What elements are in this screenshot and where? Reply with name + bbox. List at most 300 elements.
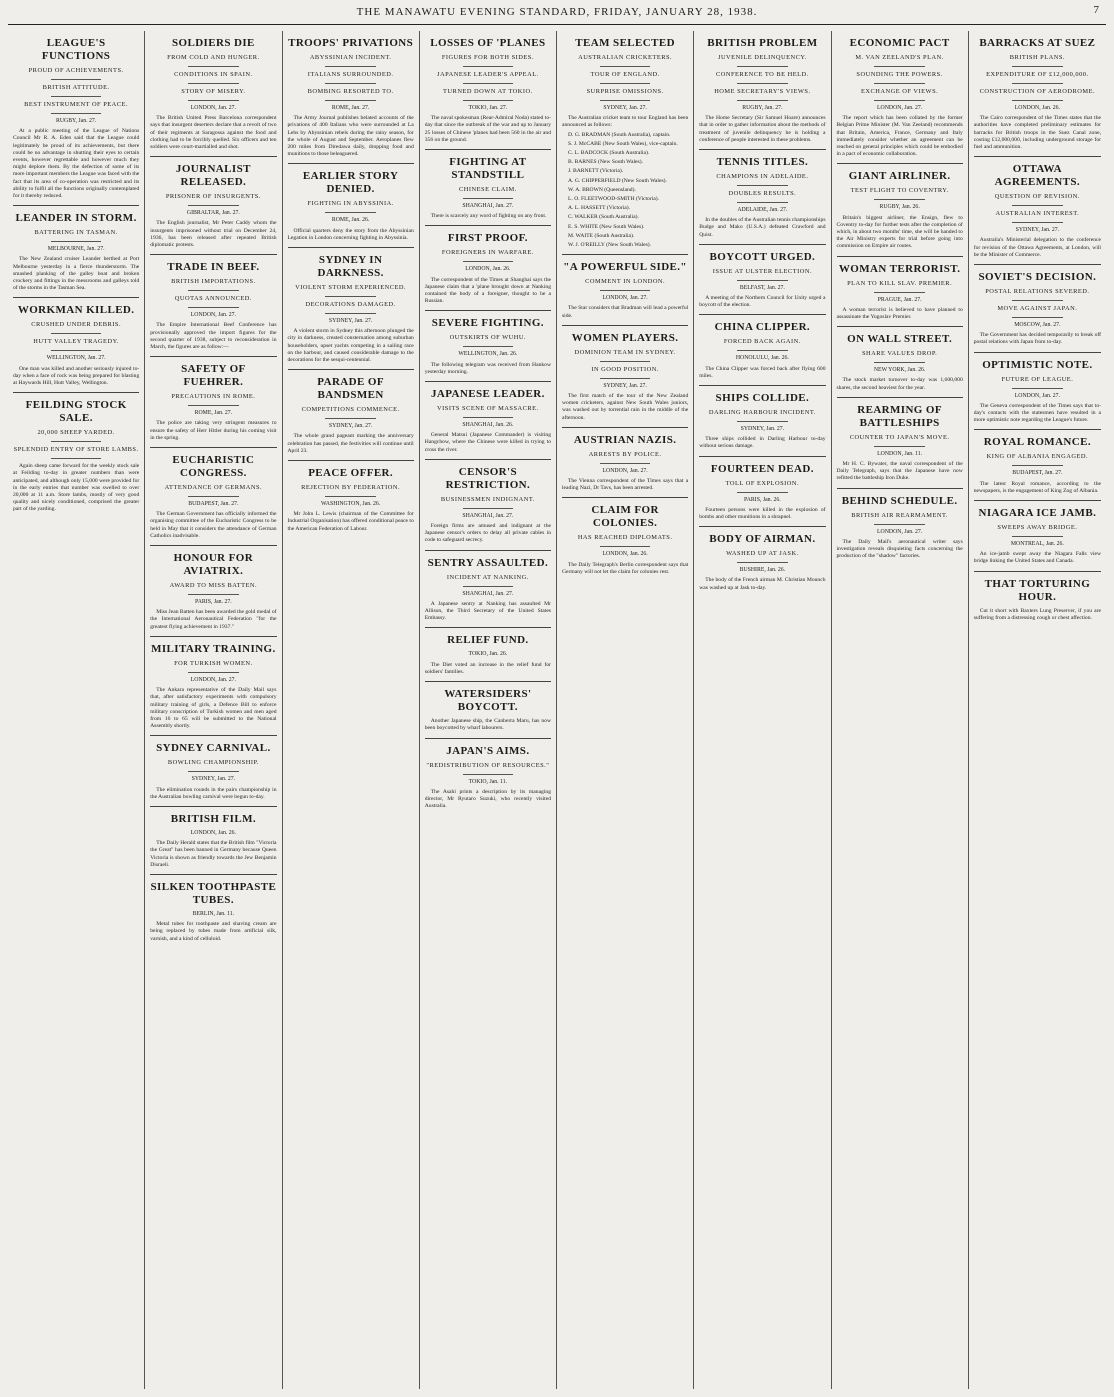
story-divider: [974, 264, 1101, 265]
story-dateline: ROME, Jan. 26.: [331, 217, 370, 224]
story-divider: [699, 456, 825, 457]
story-dateline: LONDON, Jan. 27.: [190, 312, 236, 319]
story-headline: BEHIND SCHEDULE.: [841, 494, 958, 507]
story-dateline: MELBOURNE, Jan. 27.: [47, 246, 105, 253]
story-subheading: BRITISH PLANS.: [1009, 54, 1066, 61]
heading-rule: [600, 83, 651, 84]
story-body: [150, 687, 276, 730]
story-subheading: SURPRISE OMISSIONS.: [586, 88, 664, 95]
heading-rule: [737, 66, 788, 67]
story-body: [974, 115, 1101, 151]
story-headline: EUCHARISTIC CONGRESS.: [172, 454, 255, 480]
story-paragraph: The naval spokesman (Rear-Admiral Noda) stated to-day that since the outbreak of the war and up to January 25 losses of Chinese 'planes had been 560 in the air and 356 on the ground.: [424, 115, 551, 143]
heading-rule: [1012, 222, 1063, 223]
story-body: [425, 718, 551, 732]
story-dateline: SYDNEY, Jan. 27.: [603, 105, 647, 111]
story-divider: [699, 244, 825, 245]
story-body: [974, 551, 1101, 565]
story-body: [562, 562, 688, 576]
heading-rule: [874, 66, 925, 67]
story-divider: [150, 447, 276, 448]
news-story: [13, 399, 139, 513]
news-story: [288, 376, 414, 455]
news-column: [145, 31, 282, 1389]
story-headline: LEANDER IN STORM.: [15, 212, 137, 225]
story-subheading: REJECTION BY FEDERATION.: [301, 484, 401, 492]
story-headline: WATERSIDERS' BOYCOTT.: [444, 688, 532, 714]
story-body: [837, 377, 963, 391]
heading-rule: [874, 362, 925, 363]
story-body: [837, 539, 963, 561]
heading-rule: [463, 774, 514, 775]
heading-rule: [325, 83, 376, 84]
story-subheading: COMMENT IN LONDON.: [585, 278, 666, 286]
news-story: [150, 454, 276, 540]
story-divider: [562, 427, 688, 428]
story-headline: SOVIET'S DECISION.: [978, 271, 1097, 284]
story-dateline: BUDAPEST, Jan. 27.: [188, 501, 239, 508]
news-story: [150, 552, 276, 631]
story-body: [974, 608, 1101, 622]
story-subheading: ARRESTS BY POLICE.: [588, 450, 662, 458]
story-divider: [837, 256, 963, 257]
story-paragraph: General Matsui (Japanese Commander) is visiting Hangchow, where the Chinese were killed in trying to cross the river.: [424, 432, 551, 453]
story-paragraph: The whole grand pageant marking the anniversary celebration has passed, the festivities will continue until April 23.: [287, 433, 414, 454]
story-subheading: BRITISH AIR REARMAMENT.: [851, 511, 949, 519]
story-subheading: CHAMPIONS IN ADELAIDE.: [716, 173, 809, 181]
news-story: [150, 261, 276, 351]
story-body: [425, 362, 551, 376]
story-paragraph: The Army Journal publishes belated accounts of the privations of 400 Italians who were surrounded at La Lebs by Abyssinian rebels during the rainy season, for the whole of August and September. Aeroplanes flew 200 miles from Diredawa daily, dropping food and munitions to those beleaguered.: [287, 115, 414, 158]
story-headline: AUSTRIAN NAZIS.: [573, 433, 677, 446]
story-headline: SOLDIERS DIE: [172, 37, 255, 49]
story-body: [13, 256, 139, 292]
news-story: [150, 881, 276, 943]
story-paragraph: A violent storm in Sydney this afternoon plunged the city in darkness, created consternation among suburban householders, upset yachts competing in a sailing race on the harbour, and caused considerable damage to the decorations for the sesqui-centennial.: [287, 328, 414, 364]
story-divider: [13, 205, 139, 206]
story-subheading: CONDITIONS IN SPAIN.: [174, 71, 253, 78]
story-paragraph: Australia's Ministerial delegation to the conference for revision of the Ottawa Agreements, at London, will be the Minister of Commerce.: [973, 237, 1101, 258]
news-column: [969, 31, 1106, 1389]
story-paragraph: A meeting of the Northern Council for Unity urged a boycott of the election.: [699, 295, 826, 309]
story-subheading: 20,000 SHEEP YARDED.: [37, 429, 115, 437]
heading-rule: [600, 378, 651, 379]
heading-rule: [463, 261, 514, 262]
story-dateline: SYDNEY, Jan. 27.: [191, 776, 236, 783]
news-column: [832, 31, 969, 1389]
heading-rule: [600, 546, 651, 547]
news-story: [699, 533, 825, 592]
story-paragraph: The following telegram was received from Hankow yesterday morning.: [424, 361, 551, 375]
story-body: [150, 511, 276, 540]
story-paragraph: W. J. O'REILLY (New South Wales).: [568, 242, 652, 249]
story-headline: FIRST PROOF.: [447, 232, 528, 245]
story-subheading: M. VAN ZEELAND'S PLAN.: [855, 54, 944, 61]
story-headline: SILKEN TOOTHPASTE TUBES.: [150, 880, 277, 906]
story-body: [13, 128, 139, 200]
story-subheading: BUSINESSMEN INDIGNANT.: [440, 495, 535, 503]
news-story: [150, 742, 276, 801]
heading-rule: [325, 296, 376, 297]
story-paragraph: The Ankara representative of the Daily Mail says that, after satisfactory experiments with compulsory military training of girls, a Defence Bill to enforce military conscription of Turkish women and men aged from 16 to 65 will be submitted to the National Assembly shortly.: [150, 687, 277, 730]
story-dateline: BERLIN, Jan. 11.: [192, 910, 235, 917]
story-paragraph: E. S. WHITE (New South Wales).: [568, 223, 645, 230]
story-body: [562, 393, 688, 422]
story-headline: TEAM SELECTED: [575, 37, 675, 49]
story-subheading: SWEEPS AWAY BRIDGE.: [997, 524, 1078, 532]
story-body: [13, 463, 139, 513]
story-paragraph: A Japanese sentry at Nanking has assaulted Mr Allison, the Third Secretary of the United States Embassy.: [424, 600, 551, 622]
story-subheading: EXPENDITURE OF £12,000,000.: [986, 71, 1089, 78]
story-subheading: ITALIANS SURROUNDED.: [307, 71, 394, 78]
story-body: [150, 322, 276, 351]
story-divider: [562, 497, 688, 498]
heading-rule: [325, 100, 376, 101]
story-divider: [562, 254, 688, 255]
story-headline: PEACE OFFER.: [308, 467, 394, 480]
story-dateline: SHANGHAI, Jan. 27.: [462, 203, 514, 210]
heading-rule: [1012, 100, 1063, 101]
story-dateline: GIBRALTAR, Jan. 27.: [186, 210, 240, 217]
heading-rule: [188, 771, 239, 772]
story-dateline: RUGBY, Jan. 27.: [742, 105, 783, 111]
heading-rule: [325, 313, 376, 314]
story-dateline: TOKIO, Jan. 26.: [468, 651, 508, 658]
story-subheading: TURNED DOWN AT TOKIO.: [443, 88, 533, 95]
story-subheading: AUSTRALIAN INTEREST.: [995, 210, 1080, 218]
story-paragraph: The English journalist, Mr Peter Caddy whom the insurgents imprisoned without trial on December 24, 1936, has been released after repeated British diplomatic protests.: [150, 220, 277, 249]
story-paragraph: The Empire International Beef Conference has provisionally approved the import figures for the second quarter of 1938, subject to reconsideration in March, the figures are as follow:—: [150, 322, 277, 351]
story-subheading: BOWLING CHAMPIONSHIP.: [167, 759, 259, 767]
story-dateline: WASHINGTON, Jan. 26.: [320, 501, 381, 508]
heading-rule: [600, 100, 651, 101]
story-body: [837, 461, 963, 483]
story-subheading: "REDISTRIBUTION OF RESOURCES.": [426, 761, 550, 769]
story-subheading: INCIDENT AT NANKING.: [446, 573, 529, 581]
story-body: [837, 115, 963, 158]
story-body: [288, 511, 414, 533]
story-divider: [837, 163, 963, 164]
heading-rule: [51, 458, 102, 459]
story-paragraph: D. G. BRADMAN (South Australia), captain.: [568, 131, 671, 138]
heading-rule: [1012, 300, 1063, 301]
story-body: [288, 115, 414, 158]
heading-rule: [188, 100, 239, 101]
story-paragraph: The elimination rounds in the pairs championship in the Australian bowling carnival were begun to-day.: [150, 786, 277, 800]
story-paragraph: Miss Jean Batten has been awarded the gold medal of the International Aeronautical Federation "for the greatest flying achievement in 1937.": [150, 609, 277, 630]
story-dateline: SYDNEY, Jan. 27.: [328, 318, 373, 325]
story-headline: BOYCOTT URGED.: [709, 250, 816, 263]
story-dateline: LONDON, Jan. 27.: [602, 467, 648, 474]
story-paragraph: One man was killed and another seriously injured to-day when a face of rock was being prepared for blasting at Haywards Hill, Hutt Valley, Wellington.: [13, 365, 140, 387]
story-subheading: JUVENILE DELINQUENCY.: [717, 54, 807, 61]
story-body: [425, 115, 551, 144]
story-subheading: CONFERENCE TO BE HELD.: [715, 71, 809, 78]
page-number: 7: [1093, 4, 1100, 16]
news-story: [562, 37, 688, 249]
heading-rule: [737, 185, 788, 186]
story-headline: REARMING OF BATTLESHIPS: [857, 403, 942, 429]
heading-rule: [325, 212, 376, 213]
story-divider: [699, 385, 825, 386]
story-paragraph: The body of the French airman M. Christian Mounch was washed up at Jask to-day.: [699, 577, 826, 591]
news-story: [13, 212, 139, 292]
story-headline: MILITARY TRAINING.: [151, 642, 276, 655]
story-paragraph: An ice-jamb swept away the Niagara Falls view bridge linking the United States and Canada.: [973, 551, 1101, 565]
story-headline: HONOUR FOR AVIATRIX.: [173, 552, 254, 578]
story-dateline: LONDON, Jan. 27.: [877, 105, 923, 111]
heading-rule: [463, 100, 514, 101]
story-dateline: LONDON, Jan. 26.: [190, 829, 236, 836]
story-body: [837, 307, 963, 321]
story-subheading: VIOLENT STORM EXPERIENCED.: [295, 284, 407, 292]
heading-rule: [51, 79, 102, 80]
story-body: [150, 840, 276, 869]
story-subheading: FOR TURKISH WOMEN.: [174, 659, 253, 667]
news-columns: [8, 31, 1106, 1389]
story-subheading: FORCED BACK AGAIN.: [723, 338, 801, 346]
story-paragraph: In the doubles of the Australian tennis championships Budge and Mako (U.S.A.) defeated Crawford and Quist.: [699, 217, 826, 238]
story-subheading: SOUNDING THE POWERS.: [856, 71, 943, 78]
story-paragraph: Again sheep came forward for the weekly stock sale at Feilding to-day in greater numbers than were anticipated, and although only 15,000 were provided for in the early entries that number was swelled to over 20,000 at 11 a.m. Store lambs, mostly of very good quality and nicely conditioned, comprised the greater part of the yarding.: [13, 463, 140, 513]
story-subheading: CRUSHED UNDER DEBRIS.: [31, 321, 122, 329]
story-body: [974, 332, 1101, 346]
story-divider: [425, 225, 551, 226]
story-body: [425, 662, 551, 676]
story-subheading: TEST FLIGHT TO COVENTRY.: [850, 187, 949, 195]
story-subheading: COUNTER TO JAPAN'S MOVE.: [849, 433, 950, 441]
news-story: [699, 392, 825, 451]
story-subheading: HAS REACHED DIPLOMATS.: [577, 534, 673, 542]
story-divider: [837, 488, 963, 489]
story-headline: NIAGARA ICE JAMB.: [978, 507, 1097, 520]
news-story: [288, 37, 414, 158]
story-dateline: LONDON, Jan. 27.: [1014, 392, 1060, 399]
heading-rule: [51, 441, 102, 442]
story-dateline: WELLINGTON, Jan. 26.: [458, 351, 518, 358]
story-dateline: SHANGHAI, Jan. 27.: [462, 590, 514, 597]
heading-rule: [737, 562, 788, 563]
story-headline: FEILDING STOCK SALE.: [25, 399, 127, 425]
story-paragraph: A woman terrorist is believed to have planned to assassinate the Yugoslav Premier.: [836, 306, 963, 321]
news-story: [837, 170, 963, 250]
story-divider: [699, 526, 825, 527]
story-body: [150, 609, 276, 631]
story-paragraph: The New Zealand cruiser Leander berthed at Port Melbourne yesterday in a fierce thunderstorm. The smashed planking of the galley boat and broken crockery and fittings in the messrooms and galleys told of the storms in the Tasman Sea.: [13, 256, 140, 292]
story-subheading: FUTURE OF LEAGUE.: [1001, 375, 1074, 383]
story-paragraph: Mr John L. Lewis (chairman of the Committee for Industrial Organisation) has offered conditional peace to the American Federation of Labour.: [287, 511, 414, 532]
story-headline: EARLIER STORY DENIED.: [302, 170, 399, 196]
news-story: [837, 37, 963, 158]
story-subheading: BATTERING IN TASMAN.: [34, 229, 118, 237]
heading-rule: [188, 205, 239, 206]
story-dateline: RUGBY, Jan. 26.: [879, 204, 920, 211]
news-story: [974, 578, 1101, 622]
story-divider: [425, 738, 551, 739]
story-body: [425, 789, 551, 811]
story-subheading: ABYSSINIAN INCIDENT.: [309, 54, 392, 61]
story-headline: WOMAN TERRORIST.: [838, 262, 961, 275]
heading-rule: [51, 96, 102, 97]
story-body: [288, 328, 414, 364]
story-paragraph: The Daily Mail's aeronautical writer says investigation reveals disquieting facts concerning the production of the "shadow" factories.: [836, 538, 963, 560]
news-story: [974, 436, 1101, 495]
heading-rule: [874, 199, 925, 200]
news-story: [974, 507, 1101, 566]
story-dateline: SHANGHAI, Jan. 26.: [462, 422, 514, 429]
story-dateline: WELLINGTON, Jan. 27.: [46, 355, 106, 362]
story-body: [150, 921, 276, 943]
story-paragraph: Another Japanese ship, the Canberra Maru, has now been boycotted by wharf labourers.: [424, 718, 551, 732]
heading-rule: [737, 100, 788, 101]
news-story: [699, 251, 825, 310]
story-divider: [974, 571, 1101, 572]
heading-rule: [188, 672, 239, 673]
news-story: [562, 434, 688, 493]
story-body: [13, 366, 139, 388]
story-divider: [974, 352, 1101, 353]
heading-rule: [874, 100, 925, 101]
story-dateline: ROME, Jan. 27.: [331, 105, 370, 111]
story-dateline: PARIS, Jan. 27.: [195, 599, 232, 606]
story-paragraph: A. L. HASSETT (Victoria).: [568, 205, 631, 212]
story-headline: ECONOMIC PACT: [849, 37, 950, 49]
story-divider: [288, 163, 414, 164]
story-divider: [425, 310, 551, 311]
story-divider: [425, 627, 551, 628]
heading-rule: [874, 292, 925, 293]
story-dateline: ADELAIDE, Jan. 27.: [737, 207, 788, 214]
story-body: [562, 305, 688, 319]
heading-rule: [463, 66, 514, 67]
story-paragraph: Britain's biggest airliner, the Ensign, flew to Coventry to-day for further tests after the completion of which, in about two months' time, she will be handed to the Air Ministry experts for trial before going into commission on Empire air routes.: [836, 214, 963, 250]
story-body: [425, 213, 551, 220]
story-subheading: QUOTAS ANNOUNCED.: [174, 295, 252, 303]
story-subheading: BRITISH IMPORTATIONS.: [171, 278, 256, 286]
heading-rule: [1012, 536, 1063, 537]
story-divider: [974, 156, 1101, 157]
story-dateline: ROME, Jan. 27.: [194, 410, 233, 417]
heading-rule: [737, 350, 788, 351]
story-subheading: IN GOOD POSITION.: [591, 365, 659, 373]
story-subheading: AUSTRALIAN CRICKETERS.: [578, 54, 673, 61]
story-headline: WOMEN PLAYERS.: [571, 331, 679, 344]
story-divider: [150, 254, 276, 255]
heading-rule: [188, 66, 239, 67]
story-body: [425, 432, 551, 454]
story-divider: [150, 356, 276, 357]
story-divider: [150, 806, 276, 807]
heading-rule: [463, 83, 514, 84]
story-subheading: DECORATIONS DAMAGED.: [305, 301, 396, 309]
story-subheading: BEST INSTRUMENT OF PEACE.: [24, 101, 129, 108]
news-story: [425, 232, 551, 305]
story-paragraph: At a public meeting of the League of Nations Council Mr R. A. Eden said that the League could legitimately be proud of its achievements, but there could be no advantage in shutting their eyes to certain events, however regrettable and however much they might deplore them. By the defection of some of its more important members the League was faced with the fact that its area of co-operation was restricted and its ability to fulfil all the functions originally contemplated for it thereby reduced.: [13, 128, 140, 200]
story-headline: OPTIMISTIC NOTE.: [982, 358, 1093, 371]
heading-rule: [600, 66, 651, 67]
story-paragraph: The Daily Herald states that the British film "Victoria the Great" has been banned in Germany because Queen Victoria is shown as friendly towards the Jew Benjamin Disraeli.: [150, 840, 277, 868]
story-divider: [425, 149, 551, 150]
news-story: [288, 254, 414, 364]
news-column: [8, 31, 145, 1389]
story-body: [699, 577, 825, 591]
news-story: [837, 404, 963, 483]
story-body: [974, 403, 1101, 425]
story-subheading: ATTENDANCE OF GERMANS.: [164, 484, 263, 492]
heading-rule: [463, 417, 514, 418]
heading-rule: [737, 202, 788, 203]
news-story: [425, 634, 551, 676]
story-body: [974, 237, 1101, 259]
story-paragraph: C. L. BADCOCK (South Australia).: [568, 150, 650, 157]
heading-rule: [737, 421, 788, 422]
news-story: [699, 463, 825, 522]
heading-rule: [188, 307, 239, 308]
story-dateline: RUGBY, Jan. 27.: [55, 118, 97, 124]
story-body: [288, 433, 414, 455]
story-paragraph: The Cairo correspondent of the Times states that the authorities have completed preliminary estimates for barracks for British troops in the Suez Canal zone, costing £12,000,000, including underground storage for fuel and ammunition.: [973, 115, 1101, 151]
story-subheading: POSTAL RELATIONS SEVERED.: [985, 288, 1090, 296]
story-subheading: KING OF ALBANIA ENGAGED.: [986, 453, 1089, 461]
story-body: [425, 523, 551, 545]
story-subheading: MOVE AGAINST JAPAN.: [997, 305, 1078, 313]
news-story: [425, 688, 551, 732]
story-dateline: LONDON, Jan. 27.: [190, 676, 236, 683]
story-subheading: DOUBLES RESULTS.: [728, 190, 797, 198]
story-paragraph: The Government has decided temporarily to break off postal relations with Japan from to-day.: [973, 332, 1101, 346]
story-subheading: VISITS SCENE OF MASSACRE.: [437, 405, 539, 413]
story-divider: [562, 325, 688, 326]
story-headline: GIANT AIRLINER.: [848, 170, 951, 183]
story-paragraph: Cut it short with Baxters Lung Preserver, if you are suffering from a distressing cough or chest affection.: [973, 607, 1101, 621]
news-story: [150, 37, 276, 151]
story-divider: [425, 681, 551, 682]
story-divider: [288, 369, 414, 370]
story-dateline: BUSHIRE, Jan. 26.: [739, 567, 786, 574]
story-subheading: DARLING HARBOUR INCIDENT.: [708, 409, 816, 417]
story-paragraph: The Australian cricket team to tour England has been announced as follows:: [562, 115, 689, 129]
story-paragraph: J. BARNETT (Victoria).: [568, 168, 624, 175]
story-subheading: HUTT VALLEY TRAGEDY.: [33, 338, 119, 346]
heading-rule: [51, 350, 102, 351]
story-body: [150, 420, 276, 442]
story-subheading: JAPANESE LEADER'S APPEAL.: [437, 71, 539, 78]
story-body: [699, 507, 825, 521]
news-story: [425, 557, 551, 623]
story-headline: ON WALL STREET.: [847, 333, 953, 346]
news-story: [562, 332, 688, 422]
story-dateline: NEW YORK, Jan. 26.: [873, 367, 926, 374]
story-divider: [150, 874, 276, 875]
story-subheading: ISSUE AT ULSTER ELECTION.: [712, 267, 813, 275]
heading-rule: [188, 405, 239, 406]
story-headline: SENTRY ASSAULTED.: [427, 556, 549, 569]
story-paragraph: W. A. BROWN (Queensland).: [568, 186, 636, 193]
story-subheading: BRITISH ATTITUDE.: [42, 84, 110, 91]
story-subheading: CHINESE CLAIM.: [458, 186, 517, 194]
heading-rule: [1012, 205, 1063, 206]
story-subheading: BOMBING RESORTED TO.: [307, 88, 394, 95]
news-story: [150, 363, 276, 442]
news-story: [150, 813, 276, 869]
story-body: [699, 436, 825, 450]
heading-rule: [600, 463, 651, 464]
news-column: [283, 31, 420, 1389]
masthead-title: THE MANAWATU EVENING STANDARD, FRIDAY, JANUARY 28, 1938.: [356, 6, 758, 18]
news-story: [699, 321, 825, 380]
news-story: [699, 37, 825, 144]
story-paragraph: The stock market turnover to-day was 1,600,000 shares, the second heaviest for the year.: [836, 377, 963, 391]
